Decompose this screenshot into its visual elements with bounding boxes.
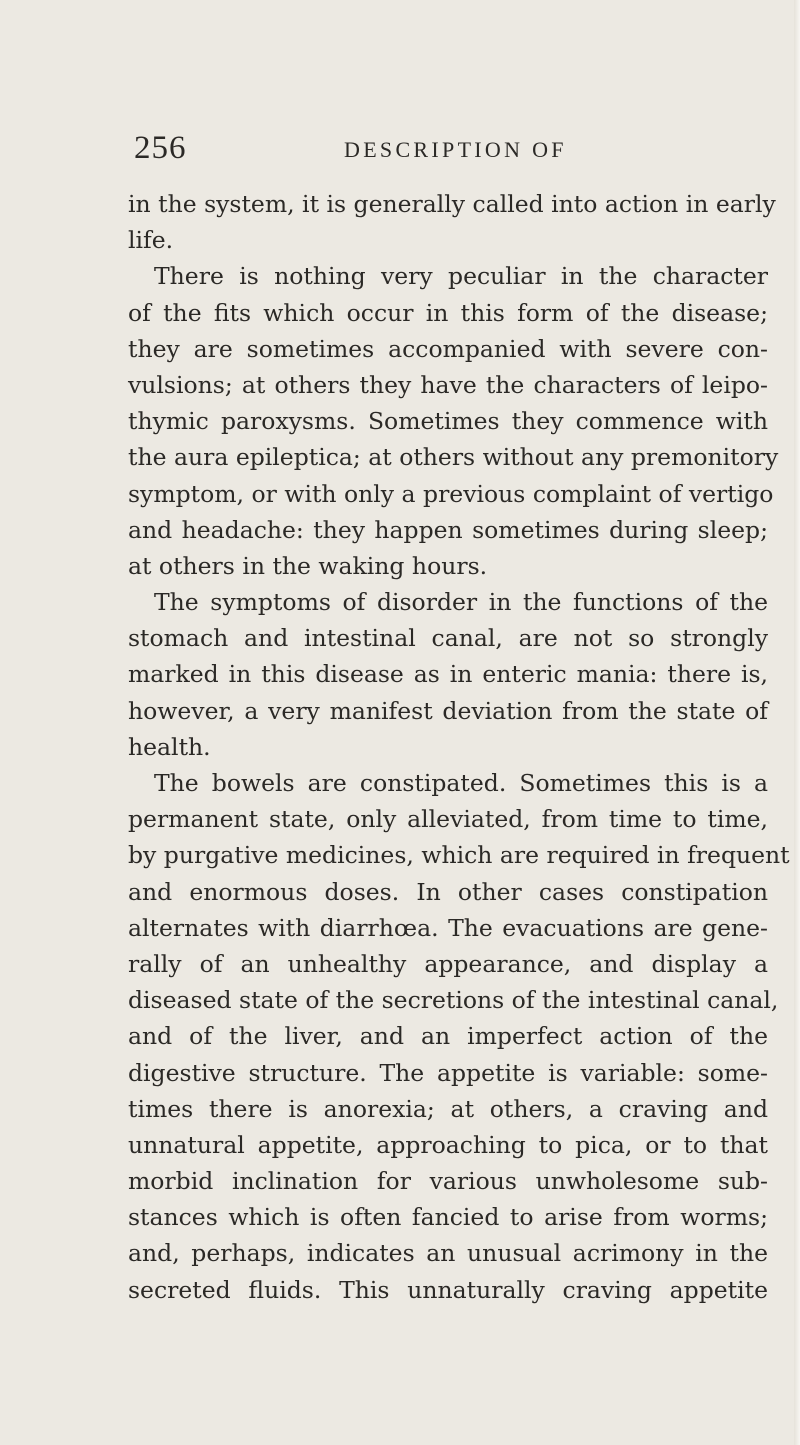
text-line: digestive structure. The appetite is variable: some-	[128, 1058, 768, 1087]
text-line: however, a very manifest deviation from the state of	[128, 696, 768, 725]
text-line: marked in this disease as in enteric mania: there is,	[128, 660, 768, 689]
text-line: The symptoms of disorder in the functions of the	[154, 588, 768, 617]
text-line: and enormous doses. In other cases constipation	[128, 877, 768, 906]
text-line: and, perhaps, indicates an unusual acrimony in the	[128, 1239, 768, 1268]
text-line: secreted fluids. This unnaturally craving appetite	[128, 1275, 768, 1304]
text-line: and of the liver, and an imperfect action of the	[128, 1022, 768, 1051]
text-line: in the system, it is generally called into action in early	[128, 190, 776, 218]
text-line: health.	[128, 732, 211, 761]
text-line: and headache: they happen sometimes during sleep;	[128, 515, 768, 544]
text-line: thymic paroxysms. Sometimes they commence with	[128, 407, 768, 436]
text-line: unnatural appetite, approaching to pica, or to that	[128, 1130, 768, 1159]
text-line: they are sometimes accompanied with severe con-	[128, 334, 768, 363]
text-line: the aura epileptica; at others without any premonitory	[128, 443, 779, 472]
text-line: stomach and intestinal canal, are not so strongly	[128, 624, 768, 653]
text-line: symptom, or with only a previous complaint of vertigo	[128, 479, 774, 508]
text-line: stances which is often fancied to arise from worms;	[128, 1203, 768, 1232]
text-line: There is nothing very peculiar in the character	[154, 262, 768, 291]
text-line: alternates with diarrhœa. The evacuations are gene-	[128, 913, 768, 942]
page-edge	[794, 0, 800, 1445]
text-line: of the fits which occur in this form of the disease;	[128, 298, 768, 327]
text-line: times there is anorexia; at others, a craving and	[128, 1094, 768, 1123]
text-line: by purgative medicines, which are required in frequent	[128, 841, 790, 870]
text-line: diseased state of the secretions of the intestinal canal,	[128, 986, 779, 1015]
page-number: 256	[134, 130, 187, 166]
text-line: at others in the waking hours.	[128, 551, 488, 580]
running-title: DESCRIPTION OF	[344, 137, 567, 162]
text-line: rally of an unhealthy appearance, and display a	[128, 949, 768, 978]
text-line: permanent state, only alleviated, from time to time,	[128, 805, 768, 834]
text-line: The bowels are constipated. Sometimes this is a	[154, 769, 768, 797]
text-line: morbid inclination for various unwholesome sub-	[128, 1167, 768, 1196]
body-text	[128, 186, 790, 1308]
text-line: life.	[128, 226, 174, 255]
text-line: vulsions; at others they have the characters of leipo-	[128, 370, 768, 399]
page-header	[134, 130, 774, 170]
